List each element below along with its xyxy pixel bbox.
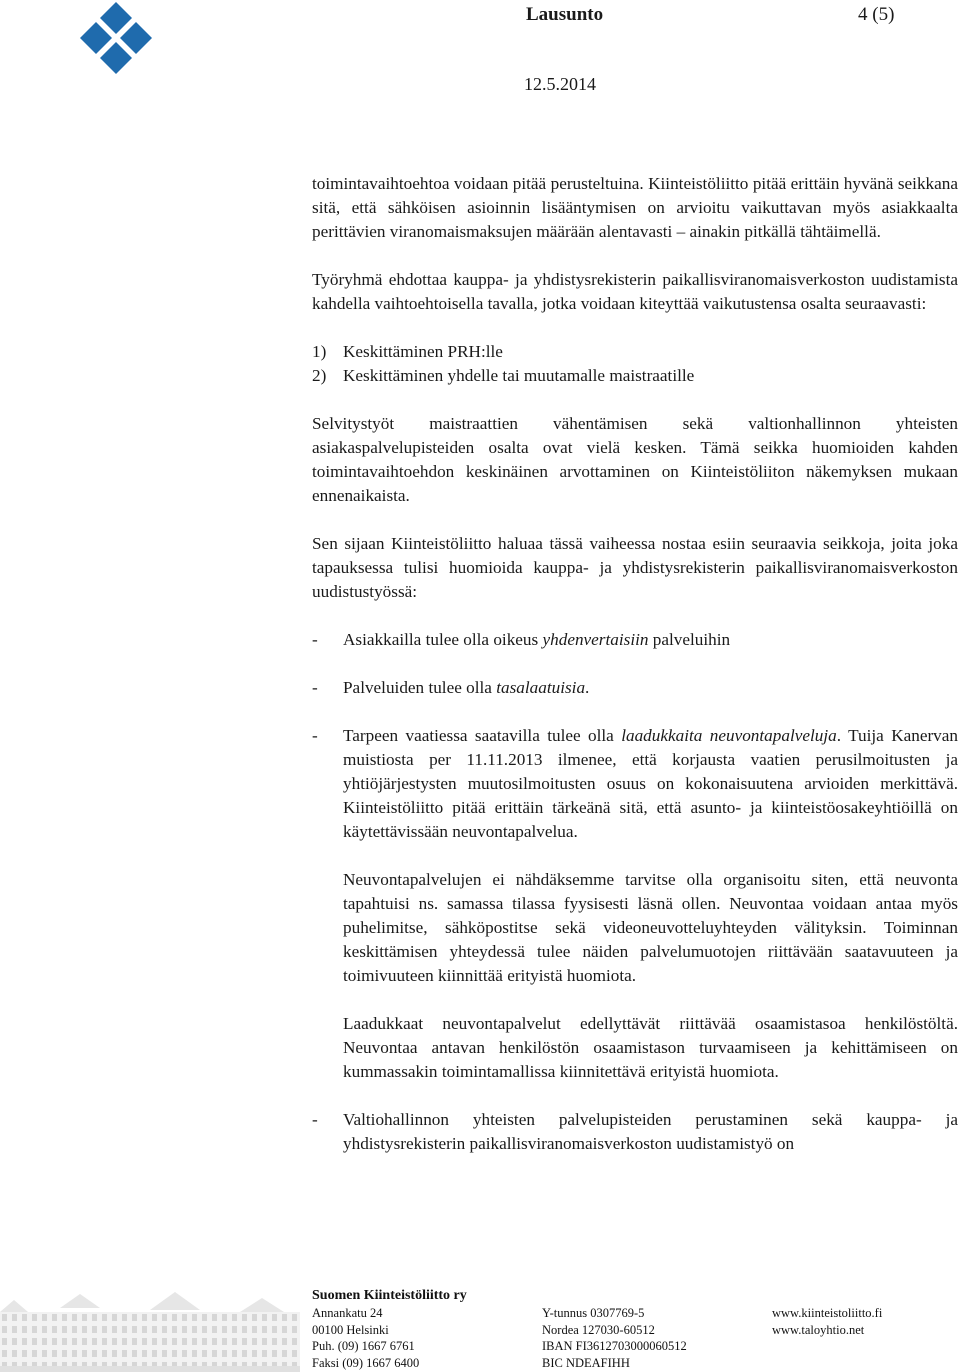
- footer-line: Annankatu 24: [312, 1306, 383, 1320]
- footer-address-column: [312, 1305, 419, 1371]
- list-item: [312, 340, 958, 364]
- page-number: 4 (5): [858, 4, 895, 25]
- indented-paragraph: Laadukkaat neuvontapalvelut edellyttävät riittävää osaamistasoa henkilöstöltä. Neuvontaa antavan henkilöstön osaamistason turvaamiseen ja kehittämiseen on kummassakin toimintamallissa kiinnitettävä erityistä huomiota.: [343, 1014, 958, 1081]
- paragraph: Selvitystyöt maistraattien vähentämisen sekä valtionhallinnon yhteisten asiakaspalvelupisteiden osalta ovat vielä kesken. Tämä seikka huomioiden kahden toimintavaihtoehdon keskinäinen arvottaminen on Kiinteistöliiton näkemyksen mukaan ennenaikaista.: [312, 414, 958, 505]
- dash-marker: -: [312, 1110, 318, 1129]
- text-run: Tarpeen vaatiessa saatavilla tulee olla: [343, 726, 622, 745]
- document-date: 12.5.2014: [524, 74, 596, 94]
- footer-line: Faksi (09) 1667 6400: [312, 1355, 420, 1370]
- paragraph: Sen sijaan Kiinteistöliitto haluaa tässä vaiheessa nostaa esiin seuraavia seikkoja, joita joka tapauksessa tulisi huomioida kauppa- ja yhdistysrekisterin paikallisviranomaisverkoston uudistustyössä:: [312, 534, 958, 601]
- kiinteistoliitto-logo-icon: [76, 0, 156, 82]
- emphasis: yhdenvertaisiin: [542, 630, 649, 649]
- list-item-text: Keskittäminen yhdelle tai muutamalle maistraatille: [343, 366, 695, 385]
- website-link[interactable]: www.taloyhtio.net: [772, 1322, 865, 1337]
- list-item-text: Valtiohallinnon yhteisten palvelupisteiden perustaminen sekä kauppa- ja yhdistysrekisterin paikallisviranomaisverkoston uudistamistyö on: [343, 1110, 958, 1153]
- dash-list-item: [312, 724, 958, 844]
- footer-line: Nordea 127030-60512: [542, 1322, 655, 1337]
- dash-list-item: [312, 628, 958, 652]
- indented-paragraph: Neuvontapalvelujen ei nähdäksemme tarvitse olla organisoitu siten, että neuvonta tapahtuisi ns. samassa tilassa fyysisesti läsnä ollen. Neuvontaa voidaan antaa myös puhelimitse, sähköpostitse sekä videoneuvotteluyhteyden välityksin. Toiminnan keskittämisen yhteydessä tulee näiden palvelumuotojen riittävään saatavuuteen ja toimivuuteen kiinnittää erityistä huomiota.: [343, 870, 958, 985]
- text-run: .: [585, 678, 590, 697]
- list-number: 1): [312, 342, 327, 361]
- dash-list-item: [312, 1108, 958, 1156]
- paragraph: toimintavaihtoehtoa voidaan pitää perusteltuina. Kiinteistöliitto pitää erittäin hyvänä seikkana sitä, että sähköisen asioinnin lisääntymisen on arvioitu vaikuttavan myös asiakkaalta perittävien viranomaismaksujen määrään alentavasti – ainakin pitkällä tähtäimellä.: [312, 174, 958, 241]
- document-type: Lausunto: [526, 4, 604, 25]
- footer-line: Y-tunnus 0307769-5: [542, 1306, 645, 1320]
- dash-marker: -: [312, 726, 318, 745]
- list-item: [312, 364, 958, 388]
- document-body: [312, 172, 958, 1180]
- emphasis: laadukkaita neuvontapalveluja: [621, 726, 837, 745]
- dash-marker: -: [312, 630, 318, 649]
- text-run: Asiakkailla tulee olla oikeus: [343, 630, 543, 649]
- text-run: Palveluiden tulee olla: [343, 678, 497, 697]
- paragraph: Työryhmä ehdottaa kauppa- ja yhdistysrekisterin paikallisviranomaisverkoston uudistamista kahdella vaihtoehtoisella tavalla, jotka voidaan kiteyttää vaikutustensa osalta seuraavasti:: [312, 270, 958, 313]
- dash-list-item: [312, 676, 958, 700]
- footer-line: Puh. (09) 1667 6761: [312, 1339, 415, 1353]
- text-run: palveluihin: [648, 630, 731, 649]
- footer-line: BIC NDEAFIHH: [542, 1355, 630, 1370]
- organization-name: Suomen Kiinteistöliitto ry: [312, 1288, 467, 1303]
- dash-marker: -: [312, 678, 318, 697]
- text-run: . Tuija Kanervan muistiosta per 11.11.2013 ilmenee, että korjausta vaatien perusilmoitusten ja yhtiöjärjestysten muutosilmoitusten osuus on kokonaisuutena arvioiden merkittävä. Kiinteistöliitto pitää erittäin tärkeänä sitä, että asunto- ja kiinteistöosakeyhtiöillä on käytettävissään neuvontapalvelua.: [343, 726, 958, 841]
- list-number: 2): [312, 366, 327, 385]
- footer-bank-column: [542, 1305, 687, 1371]
- footer: [0, 1288, 960, 1372]
- footer-line: 00100 Helsinki: [312, 1322, 389, 1337]
- footer-web-column: [772, 1305, 882, 1338]
- footer-line: IBAN FI3612703000060512: [542, 1339, 687, 1353]
- list-item-text: Keskittäminen PRH:lle: [343, 342, 503, 361]
- website-link[interactable]: www.kiinteistoliitto.fi: [772, 1306, 883, 1320]
- numbered-list: [312, 340, 958, 388]
- emphasis: tasalaatuisia: [496, 678, 586, 697]
